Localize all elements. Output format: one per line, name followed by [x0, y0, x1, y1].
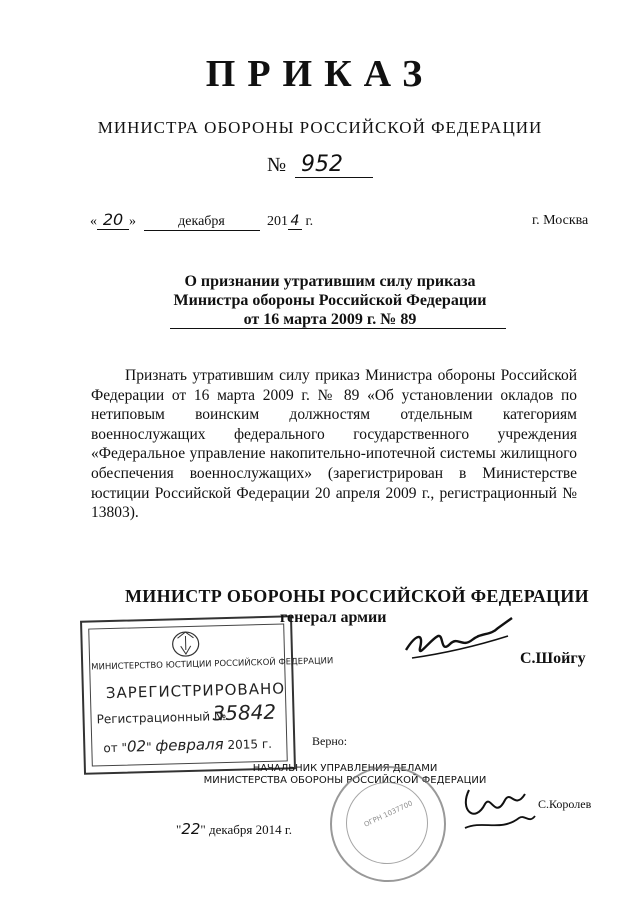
- body-paragraph: Признать утратившим силу приказ Министра обороны Российской Федерации от 16 марта 2009 г. № 89 «Об установлении окладов по нетиповым воинским должностям отдельным категориям военнослужащих федерального государственного учреждения «Федеральное управление накопительно-ипотечной системы жилищного обеспечения военнослужащих» (зарегистрирован в Министерстве юстиции Российской Федерации 20 апреля 2009 г., регистрационный № 13803).: [91, 367, 577, 522]
- cert-date-rest: " декабря 2014 г.: [200, 822, 292, 837]
- date-year-digit: 4: [288, 213, 302, 230]
- document-title: ПРИКАЗ: [205, 53, 435, 95]
- heading-underline: [170, 328, 506, 329]
- date-year-suffix: г.: [305, 214, 314, 229]
- emblem-icon: [168, 628, 203, 659]
- certification-date: [176, 820, 292, 838]
- certifier-title-line-2: МИНИСТЕРСТВА ОБОРОНЫ РОССИЙСКОЙ ФЕДЕРАЦИИ: [203, 775, 487, 786]
- order-number: 952: [295, 152, 373, 178]
- signer-name: С.Шойгу: [520, 650, 586, 667]
- number-label: №: [266, 154, 287, 176]
- round-seal: [330, 766, 446, 882]
- stamp-number-label: Регистрационный №: [96, 709, 227, 727]
- date-open-quote: «: [90, 214, 97, 229]
- stamp-date-month: февраля: [155, 735, 224, 755]
- document-subtitle: МИНИСТРА ОБОРОНЫ РОССИЙСКОЙ ФЕДЕРАЦИИ: [97, 118, 543, 137]
- certifier-title-line-1: НАЧАЛЬНИК УПРАВЛЕНИЯ ДЕЛАМИ: [252, 763, 438, 774]
- order-city: г. Москва: [532, 213, 589, 228]
- certifier-surname: С.Королев: [538, 797, 592, 811]
- stamp-date-suffix: г.: [261, 736, 273, 752]
- date-day: 20: [97, 210, 129, 230]
- stamp-number: 35842: [212, 699, 277, 726]
- round-seal-text: ОГРН 1037700: [362, 799, 414, 829]
- stamp-org: МИНИСТЕРСТВО ЮСТИЦИИ РОССИЙСКОЙ ФЕДЕРАЦИИ: [91, 656, 334, 673]
- certification-verno: Верно:: [312, 734, 348, 748]
- order-heading: [150, 272, 510, 329]
- order-body: [91, 366, 577, 523]
- date-year-prefix: 201: [267, 214, 288, 229]
- cert-date-open: ": [176, 822, 182, 837]
- minister-signature-icon: [400, 614, 518, 670]
- stamp-date-year: 2015: [227, 737, 259, 752]
- stamp-date-prefix: от ": [103, 740, 128, 756]
- date-close-quote: »: [129, 214, 136, 229]
- round-seal-inner-ring: [346, 782, 428, 864]
- date-month: декабря: [144, 214, 260, 231]
- certifier-signature-icon: [455, 780, 539, 846]
- heading-line-3: от 16 марта 2009 г. № 89: [243, 311, 417, 328]
- signer-position: МИНИСТР ОБОРОНЫ РОССИЙСКОЙ ФЕДЕРАЦИИ: [125, 586, 589, 606]
- cert-date-day: 22: [181, 820, 201, 838]
- order-date: [90, 210, 313, 231]
- heading-line-1: О признании утратившим силу приказа: [184, 273, 476, 290]
- signer-rank: генерал армии: [280, 609, 387, 626]
- order-number-line: [0, 152, 640, 178]
- stamp-date: от "02" февраля 2015 г.: [103, 735, 273, 756]
- stamp-date-day: 02: [126, 737, 147, 756]
- stamp-registered: ЗАРЕГИСТРИРОВАНО: [105, 679, 286, 703]
- heading-line-2: Министра обороны Российской Федерации: [173, 292, 487, 309]
